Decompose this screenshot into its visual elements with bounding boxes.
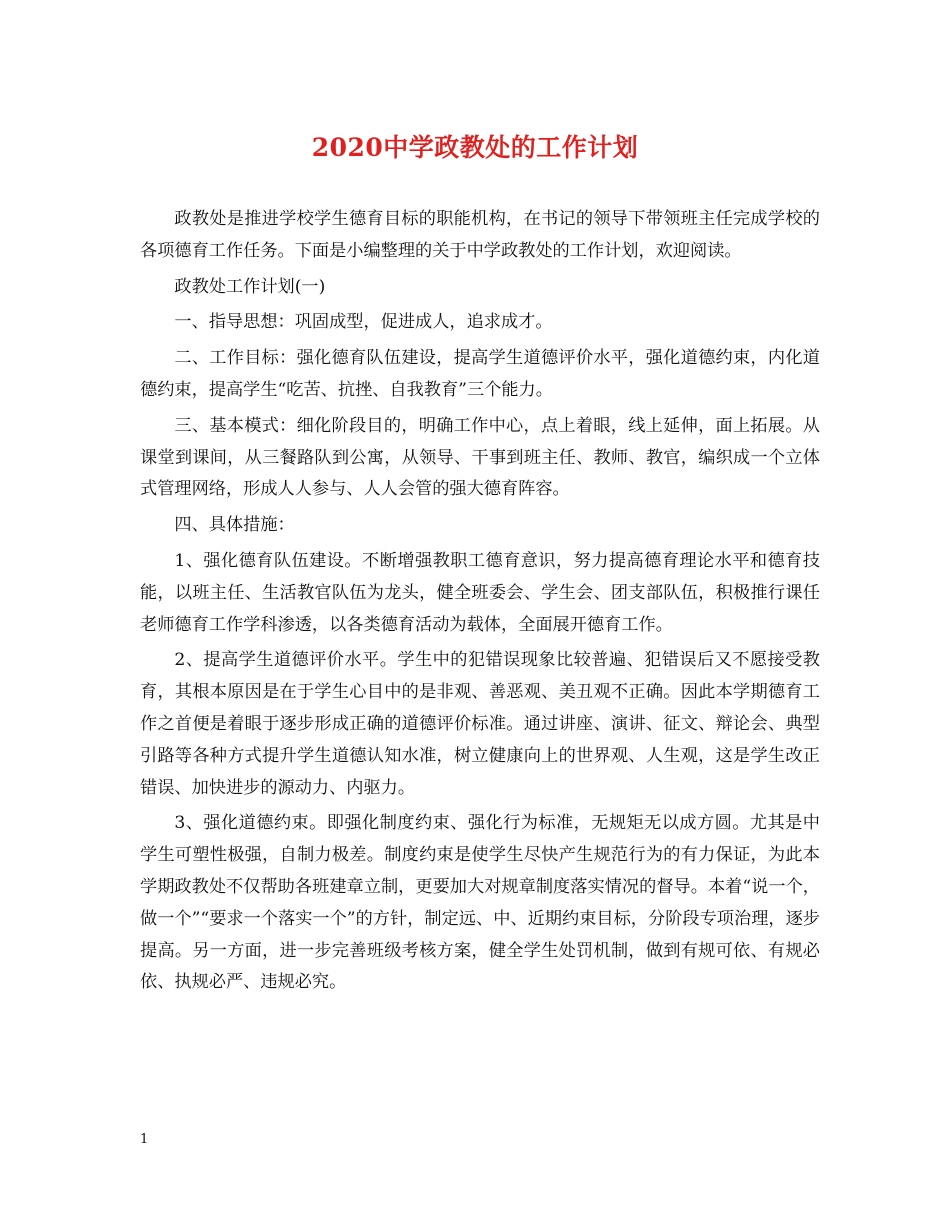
paragraph-intro: 政教处是推进学校学生德育目标的职能机构，在书记的领导下带领班主任完成学校的各项德育工作任务。下面是小编整理的关于中学政教处的工作计划，欢迎阅读。: [140, 209, 820, 261]
paragraph-basic-mode: 三、基本模式：细化阶段目的，明确工作中心，点上着眼，线上延伸，面上拓展。从课堂到课间，从三餐路队到公寓，从领导、干事到班主任、教师、教官，编织成一个立体式管理网络，形成人人参与、人人会管的强大德育阵容。: [140, 415, 820, 500]
paragraph-measures-heading: 四、具体措施：: [174, 515, 295, 536]
paragraph-plan-heading: 政教处工作计划(一): [174, 276, 326, 297]
paragraph-guiding-thought: 一、指导思想：巩固成型，促进成人，追求成才。: [174, 312, 553, 333]
paragraph-measure-3: 3、强化道德约束。即强化制度约束、强化行为标准，无规矩无以成方圆。尤其是中学生可塑性极强，自制力极差。制度约束是使学生尽快产生规范行为的有力保证，为此本学期政教处不仅帮助各班建章立制，更要加大对规章制度落实情况的督导。本着“说一个，做一个”“要求一个落实一个”的方针，制定远、中、近期约束目标，分阶段专项治理，逐步提高。另一方面，进一步完善班级考核方案，健全学生处罚机制，做到有规可依、有规必依、执规必严、违规必究。: [140, 813, 820, 993]
page-number: 1: [140, 1132, 149, 1147]
paragraph-work-goals: 二、工作目标：强化德育队伍建设，提高学生道德评价水平，强化道德约束，内化道德约束，提高学生“吃苦、抗挫、自我教育”三个能力。: [140, 348, 820, 400]
document-title: 2020中学政教处的工作计划: [311, 133, 639, 162]
paragraph-measure-2: 2、提高学生道德评价水平。学生中的犯错误现象比较普遍、犯错误后又不愿接受教育，其根本原因是在于学生心目中的是非观、善恶观、美丑观不正确。因此本学期德育工作之首便是着眼于逐步形成正确的道德评价标准。通过讲座、演讲、征文、辩论会、典型引路等各种方式提升学生道德认知水准，树立健康向上的世界观、人生观，这是学生改正错误、加快进步的源动力、内驱力。: [140, 650, 820, 798]
document-body: [140, 204, 820, 1003]
paragraph-measure-1: 1、强化德育队伍建设。不断增强教职工德育意识，努力提高德育理论水平和德育技能，以班主任、生活教官队伍为龙头，健全班委会、学生会、团支部队伍，积极推行课任老师德育工作学科渗透，以各类德育活动为载体，全面展开德育工作。: [140, 550, 820, 635]
